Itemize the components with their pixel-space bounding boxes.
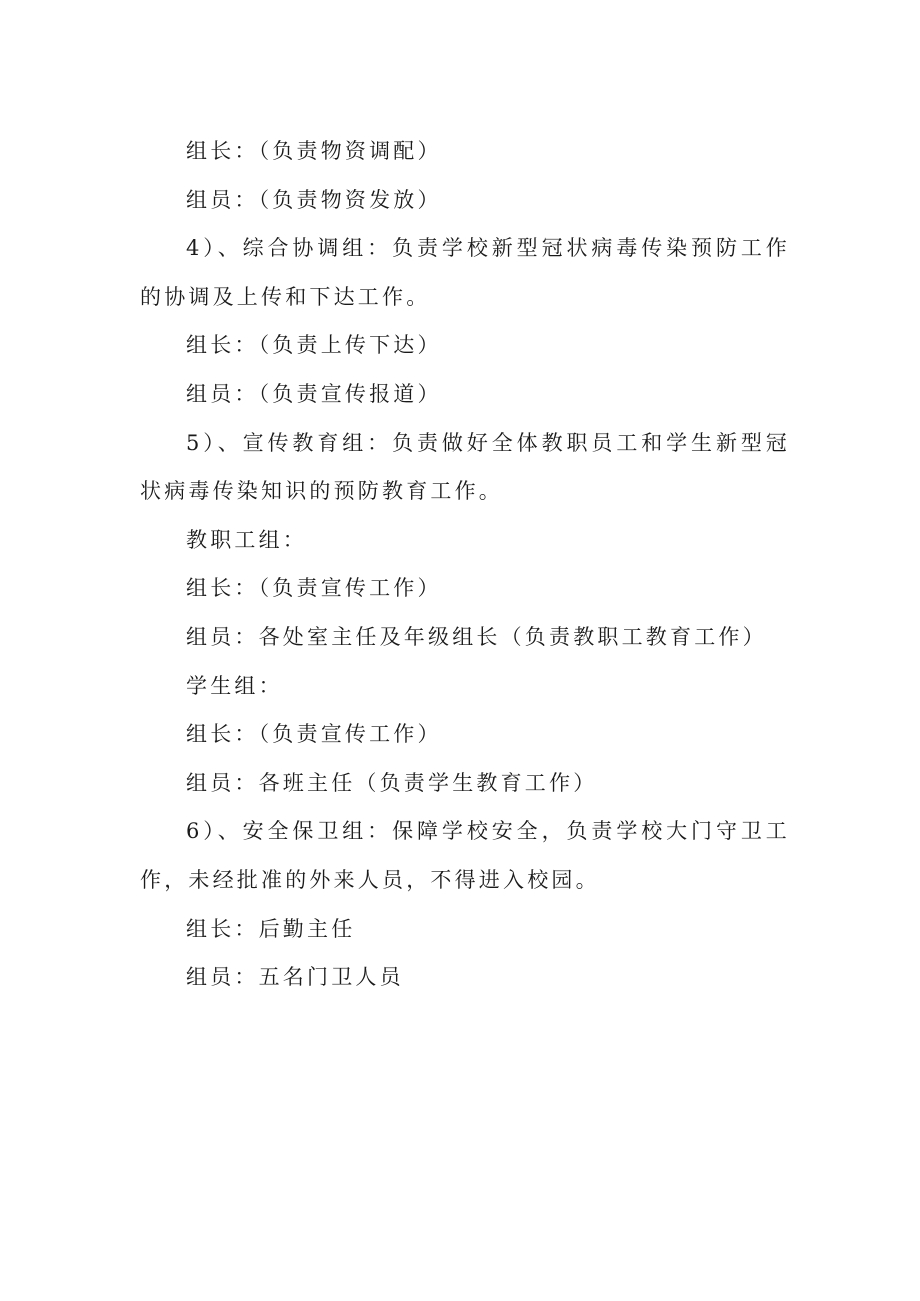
paragraph-student-leader: 组长：（负责宣传工作） xyxy=(186,722,442,747)
paragraph-coordination-leader: 组长：（负责上传下达） xyxy=(186,333,442,358)
paragraph-material-leader: 组长：（负责物资调配） xyxy=(186,139,442,163)
paragraph-coordination-member: 组员：（负责宣传报道） xyxy=(186,381,442,406)
paragraph-education-group: 5）、宣传教育组：负责做好全体教职员工和学生新型冠状病毒传染知识的预防教育工作。 xyxy=(140,430,790,504)
paragraph-student-member: 组员：各班主任（负责学生教育工作） xyxy=(186,770,598,795)
document-page xyxy=(140,127,790,1002)
paragraph-staff-group: 教职工组： xyxy=(186,527,307,552)
paragraph-coordination-group: 4）、综合协调组：负责学校新型冠状病毒传染预防工作的协调及上传和下达工作。 xyxy=(140,236,790,309)
paragraph-staff-member: 组员：各处室主任及年级组长（负责教职工教育工作） xyxy=(186,624,767,649)
paragraph-security-leader: 组长：后勤主任 xyxy=(186,916,356,941)
paragraph-student-group: 学生组： xyxy=(186,673,283,698)
paragraph-security-member: 组员：五名门卫人员 xyxy=(186,965,404,990)
paragraph-security-group: 6）、安全保卫组：保障学校安全，负责学校大门守卫工作，未经批准的外来人员，不得进入校园。 xyxy=(140,819,790,892)
paragraph-material-member: 组员：（负责物资发放） xyxy=(186,187,442,212)
paragraph-staff-leader: 组长：（负责宣传工作） xyxy=(186,576,442,601)
